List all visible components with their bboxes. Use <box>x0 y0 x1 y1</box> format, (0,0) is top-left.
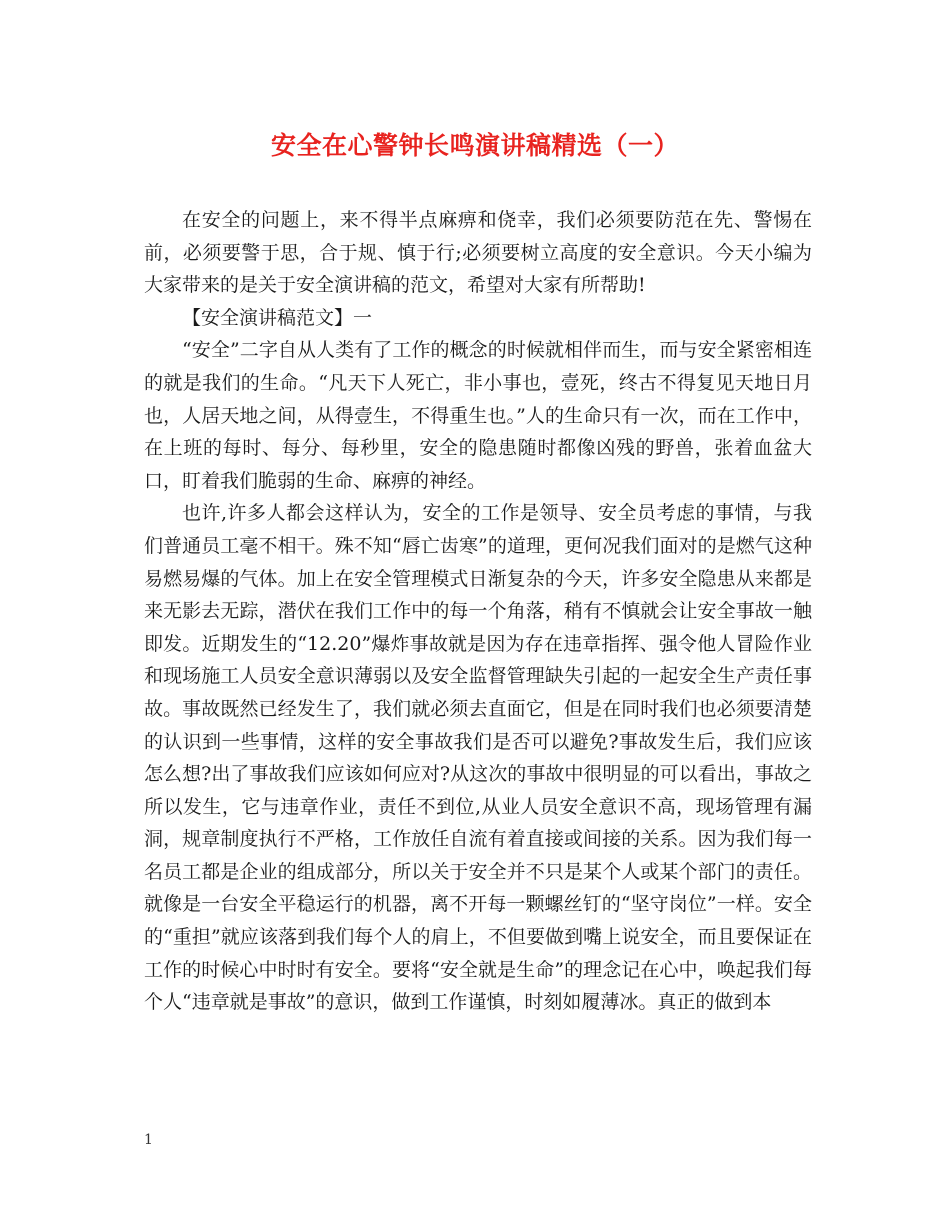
paragraph-accident-analysis: 也许,许多人都会这样认为，安全的工作是领导、安全员考虑的事情，与我们普通员工毫不相干。殊不知“唇亡齿寒”的道理，更何况我们面对的是燃气这种易燃易爆的气体。加上在安全管理模式日渐复杂的今天，许多安全隐患从来都是来无影去无踪，潜伏在我们工作中的每一个角落，稍有不慎就会让安全事故一触即发。近期发生的“12.20”爆炸事故就是因为存在违章指挥、强令他人冒险作业和现场施工人员安全意识薄弱以及安全监督管理缺失引起的一起安全生产责任事故。事故既然已经发生了，我们就必须去直面它，但是在同时我们也必须要清楚的认识到一些事情，这样的安全事故我们是否可以避免?事故发生后，我们应该怎么想?出了事故我们应该如何应对?从这次的事故中很明显的可以看出，事故之所以发生，它与违章作业，责任不到位,从业人员安全意识不高，现场管理有漏洞，规章制度执行不严格，工作放任自流有着直接或间接的关系。因为我们每一名员工都是企业的组成部分，所以关于安全并不只是某个人或某个部门的责任。就像是一台安全平稳运行的机器，离不开每一颗螺丝钉的“坚守岗位”一样。安全的“重担”就应该落到我们每个人的肩上，不但要做到嘴上说安全，而且要保证在工作的时候心中时时有安全。要将“安全就是生命”的理念记在心中，唤起我们每个人“违章就是事故”的意识，做到工作谨慎，时刻如履薄冰。真正的做到本 <box>144 502 812 1014</box>
paragraph-safety-life: “安全”二字自从人类有了工作的概念的时候就相伴而生，而与安全紧密相连的就是我们的生命。“凡天下人死亡，非小事也，壹死，终古不得复见天地日月也，人居天地之间，从得壹生，不得重生也。”人的生命只有一次，而在工作中，在上班的每时、每分、每秒里，安全的隐患随时都像凶残的野兽，张着血盆大口，盯着我们脆弱的生命、麻痹的神经。 <box>144 339 812 492</box>
page-number: 1 <box>144 1132 153 1148</box>
document-body <box>144 204 812 1019</box>
document-title: 安全在心警钟长鸣演讲稿精选（一） <box>270 131 679 160</box>
paragraph-intro: 在安全的问题上，来不得半点麻痹和侥幸，我们必须要防范在先、警惕在前，必须要警于思，合于规、慎于行;必须要树立高度的安全意识。今天小编为大家带来的是关于安全演讲稿的范文，希望对大家有所帮助! <box>144 209 812 297</box>
paragraph-section-heading: 【安全演讲稿范文】一 <box>182 306 373 329</box>
